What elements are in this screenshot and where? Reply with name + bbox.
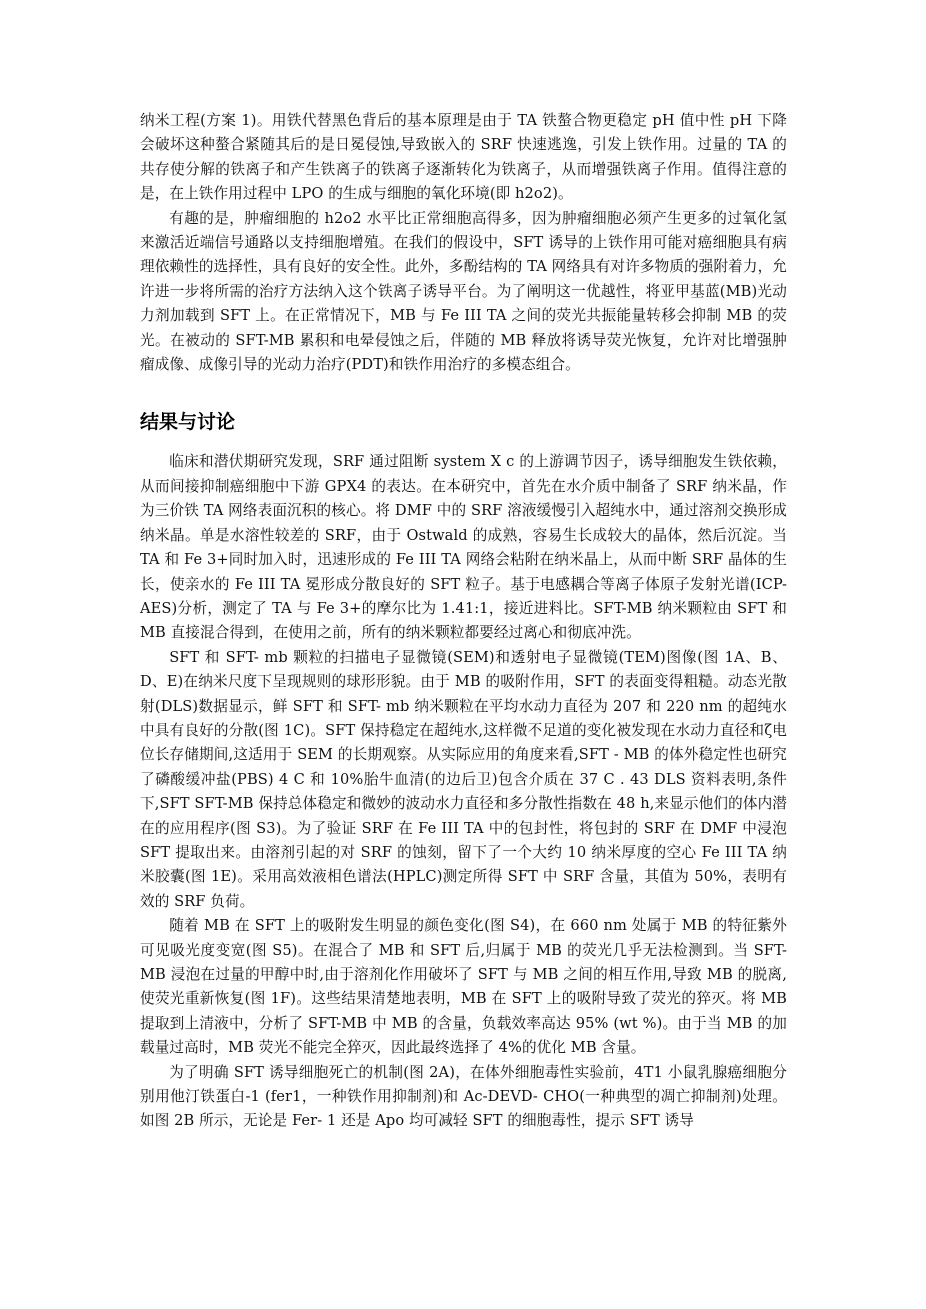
section-heading: 结果与讨论 [140, 411, 236, 434]
intro-paragraph: 有趣的是，肿瘤细胞的 h2o2 水平比正常细胞高得多，因为肿瘤细胞必须产生更多的过氧化氢来激活近端信号通路以支持细胞增殖。在我们的假设中，SFT 诱导的上铁作用可能对癌细胞具有病理依赖性的选择性，具有良好的安全性。此外，多酚结构的 TA 网络具有对许多物质的强附着力，允许进一步将所需的治疗方法纳入这个铁离子诱导平台。为了阐明这一优越性，将亚甲基蓝(MB)光动力剂加载到 SFT 上。在正常情况下，MB 与 Fe III TA 之间的荧光共振能量转移会抑制 MB 的荧光。在被动的 SFT-MB 累积和电晕侵蚀之后，伴随的 MB 释放将诱导荧光恢复，允许对比增强肿瘤成像、成像引导的光动力治疗(PDT)和铁作用治疗的多模态组合。 [140, 209, 787, 374]
body-paragraph: SFT 和 SFT- mb 颗粒的扫描电子显微镜(SEM)和透射电子显微镜(TEM)图像(图 1A、B、D、E)在纳米尺度下呈现规则的球形形貌。由于 MB 的吸附作用，SFT 的表面变得粗糙。动态光散射(DLS)数据显示，鲜 SFT 和 SFT- mb 纳米颗粒在平均水动力直径为 207 和 220 nm 的超纯水中具有良好的分散(图 1C)。SFT 保持稳定在超纯水,这样微不足道的变化被发现在水动力直径和ζ电位长存储期间,这适用于 SEM 的长期观察。从实际应用的角度来看,SFT - MB 的体外稳定性也研究了磷酸缓冲盐(PBS) 4 C 和 10%胎牛血清(的边后卫)包含介质在 37 C . 43 DLS 资料表明,条件下,SFT SFT-MB 保持总体稳定和微妙的波动水力直径和多分散性指数在 48 h,来显示他们的体内潜在的应用程序(图 S3)。为了验证 SRF 在 Fe III TA 中的包封性，将包封的 SRF 在 DMF 中浸泡 SFT 提取出来。由溶剂引起的对 SRF 的蚀刻，留下了一个大约 10 纳米厚度的空心 Fe III TA 纳米胶囊(图 1E)。采用高效液相色谱法(HPLC)测定所得 SFT 中 SRF 含量，其值为 50%，表明有效的 SRF 负荷。 [140, 648, 787, 910]
intro-paragraph: 纳米工程(方案 1)。用铁代替黑色背后的基本原理是由于 TA 铁螯合物更稳定 pH 值中性 pH 下降会破坏这种螯合紧随其后的是日冕侵蚀,导致嵌入的 SRF 快速逃逸，引发上铁作用。过量的 TA 的共存使分解的铁离子和产生铁离子的铁离子逐渐转化为铁离子，从而增强铁离子作用。值得注意的是，在上铁作用过程中 LPO 的生成与细胞的氧化环境(即 h2o2)。 [140, 112, 787, 203]
document-page [140, 109, 787, 1134]
body-paragraph: 临床和潜伏期研究发现，SRF 通过阻断 system X c 的上游调节因子，诱导细胞发生铁依赖，从而间接抑制癌细胞中下游 GPX4 的表达。在本研究中，首先在水介质中制备了 SRF 纳米晶，作为三价铁 TA 网络表面沉积的核心。将 DMF 中的 SRF 溶液缓慢引入超纯水中，通过溶剂交换形成纳米晶。单是水溶性较差的 SRF，由于 Ostwald 的成熟，容易生长成较大的晶体，然后沉淀。当 TA 和 Fe 3+同时加入时，迅速形成的 Fe III TA 网络会粘附在纳米晶上，从而中断 SRF 晶体的生长，使亲水的 Fe III TA 冕形成分散良好的 SFT 粒子。基于电感耦合等离子体原子发射光谱(ICP-AES)分析，测定了 TA 与 Fe 3+的摩尔比为 1.41:1，接近进料比。SFT-MB 纳米颗粒由 SFT 和 MB 直接混合得到，在使用之前，所有的纳米颗粒都要经过离心和彻底冲洗。 [140, 453, 787, 642]
body-paragraph: 随着 MB 在 SFT 上的吸附发生明显的颜色变化(图 S4)，在 660 nm 处属于 MB 的特征紫外可见吸光度变宽(图 S5)。在混合了 MB 和 SFT 后,归属于 MB 的荧光几乎无法检测到。当 SFT-MB 浸泡在过量的甲醇中时,由于溶剂化作用破坏了 SFT 与 MB 之间的相互作用,导致 MB 的脱离,使荧光重新恢复(图 1F)。这些结果清楚地表明，MB 在 SFT 上的吸附导致了荧光的猝灭。将 MB 提取到上清液中，分析了 SFT-MB 中 MB 的含量，负载效率高达 95% (wt %)。由于当 MB 的加载量过高时，MB 荧光不能完全猝灭，因此最终选择了 4%的优化 MB 含量。 [140, 917, 787, 1057]
body-paragraph: 为了明确 SFT 诱导细胞死亡的机制(图 2A)，在体外细胞毒性实验前，4T1 小鼠乳腺癌细胞分别用他汀铁蛋白-1 (fer1，一种铁作用抑制剂)和 Ac-DEVD- CHO(一种典型的凋亡抑制剂)处理。如图 2B 所示，无论是 Fer- 1 还是 Apo 均可减轻 SFT 的细胞毒性，提示 SFT 诱导 [140, 1063, 787, 1130]
